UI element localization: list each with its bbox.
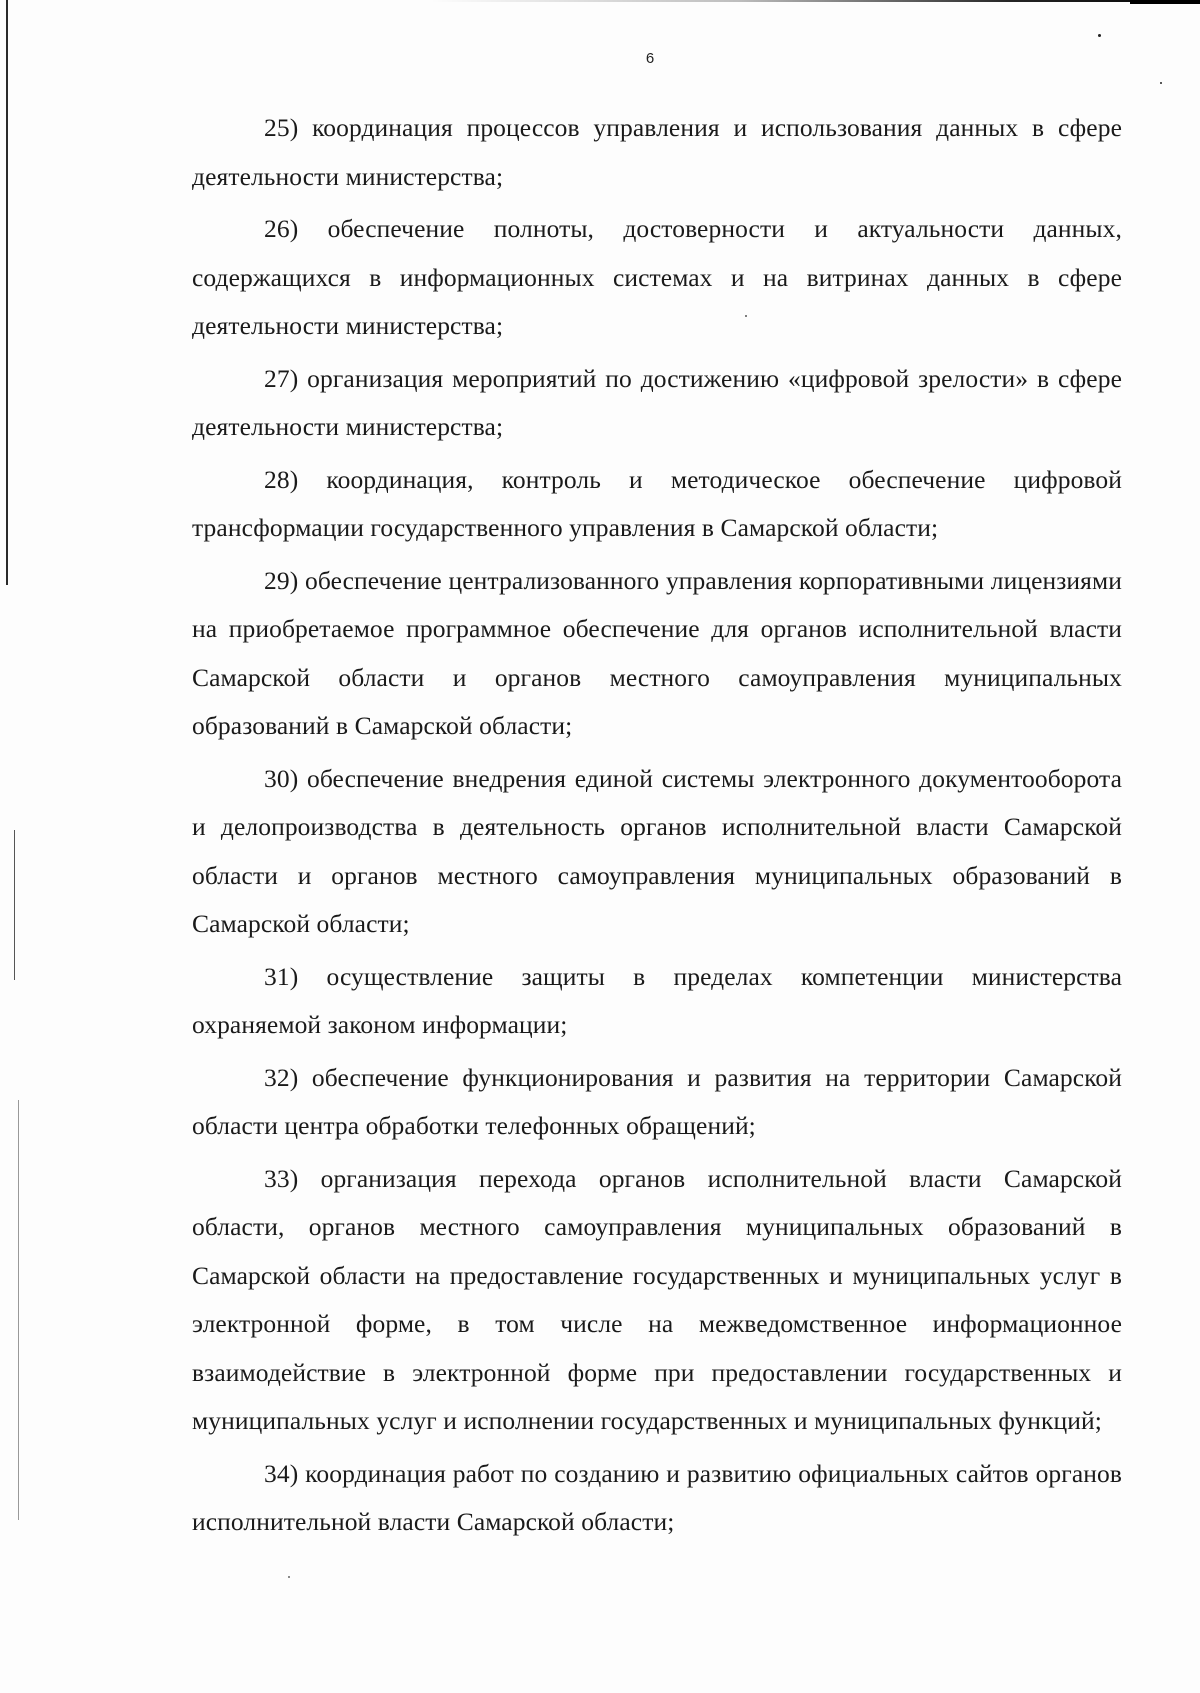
scan-edge-left-faint: [18, 1100, 19, 1520]
scan-edge-left-mark: [14, 830, 15, 980]
list-item: 29) обеспечение централизованного управления корпоративными лицензиями на приобретаемое программное обеспечение для органов исполнительной власти Самарской области и органов местного самоуправления муниципальных образований в Самарской области;: [192, 565, 1122, 740]
list-item: 28) координация, контроль и методическое обеспечение цифровой трансформации государственного управления в Самарской области;: [192, 464, 1122, 542]
list-item: 34) координация работ по созданию и развитию официальных сайтов органов исполнительной власти Самарской области;: [192, 1458, 1122, 1536]
scan-speck: [1160, 82, 1162, 84]
scan-speck: [288, 1576, 290, 1578]
list-item: 32) обеспечение функционирования и развития на территории Самарской области центра обработки телефонных обращений;: [192, 1062, 1122, 1140]
list-item: 27) организация мероприятий по достижению «цифровой зрелости» в сфере деятельности министерства;: [192, 363, 1122, 441]
list-item: 25) координация процессов управления и использования данных в сфере деятельности министерства;: [192, 113, 1122, 191]
scan-edge-corner: [1130, 0, 1200, 4]
scan-edge-left: [6, 0, 8, 585]
page-number: 6: [645, 50, 655, 67]
document-body: [192, 104, 1122, 1551]
list-item: 33) организация перехода органов исполнительной власти Самарской области, органов местного самоуправления муниципальных образований в Самарской области на предоставление государственных и муниципальных услуг в электронной форме, в том числе на межведомственное информационное взаимодействие в электронной форме при предоставлении государственных и муниципальных услуг и исполнении государственных и муниципальных функций;: [192, 1163, 1122, 1435]
list-item: 31) осуществление защиты в пределах компетенции министерства охраняемой законом информации;: [192, 961, 1122, 1039]
list-item: 26) обеспечение полноты, достоверности и актуальности данных, содержащихся в информационных системах и на витринах данных в сфере деятельности министерства;: [192, 214, 1122, 340]
scan-edge-top: [430, 0, 1200, 2]
scan-speck: [1098, 34, 1101, 37]
list-item: 30) обеспечение внедрения единой системы электронного документооборота и делопроизводства в деятельность органов исполнительной власти Самарской области и органов местного самоуправления муниципальных образований в Самарской области;: [192, 763, 1122, 938]
